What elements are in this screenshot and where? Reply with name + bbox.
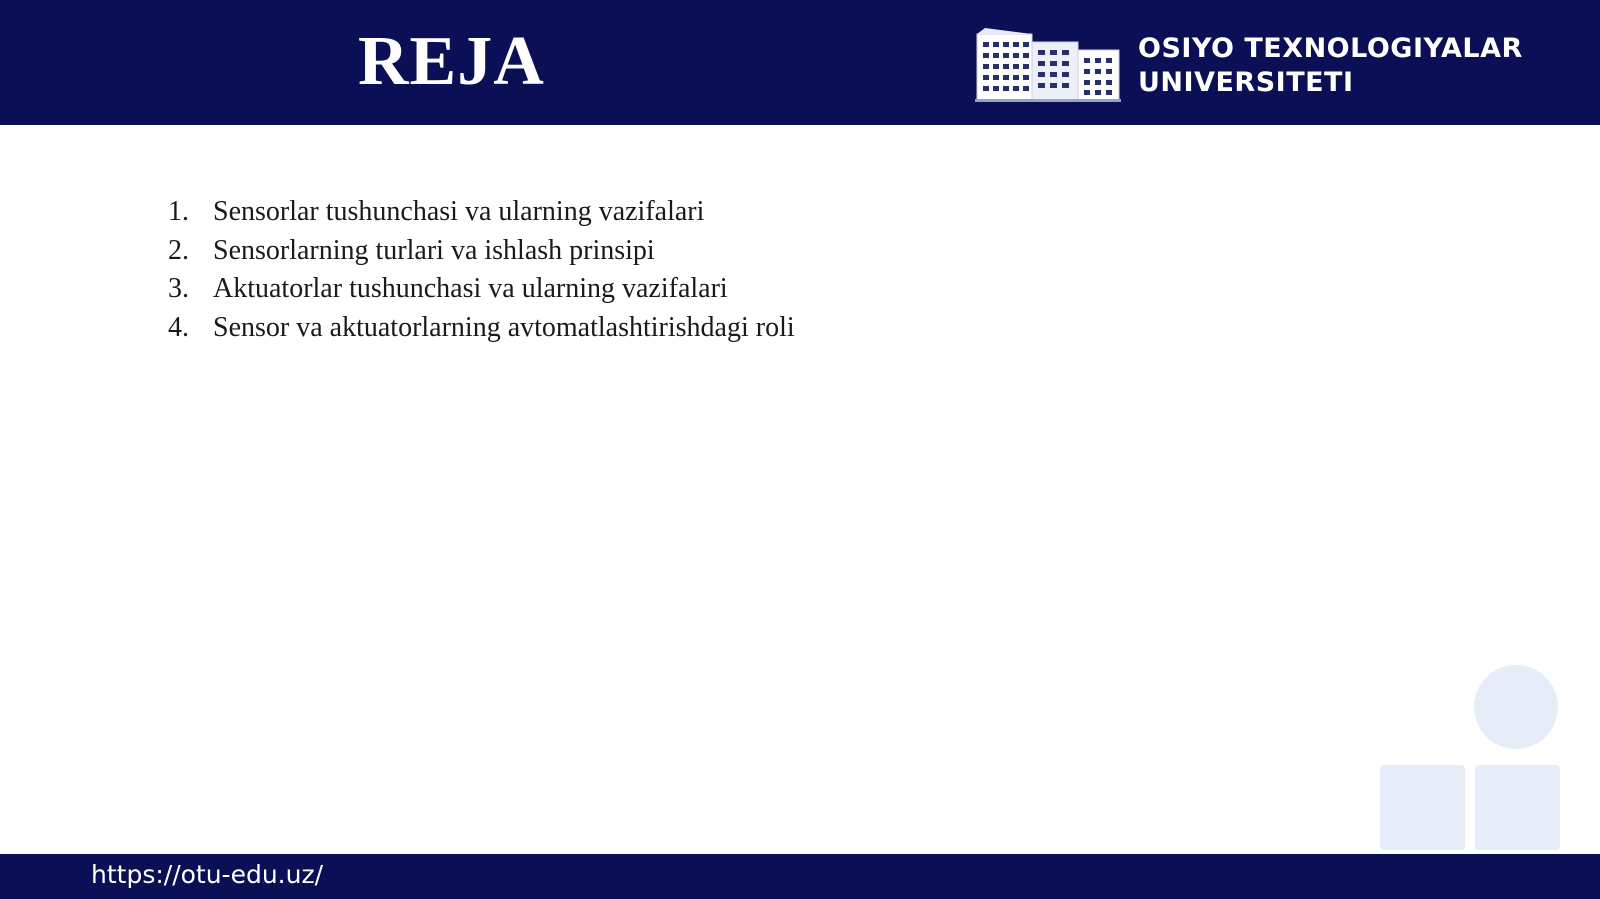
list-item-text: Aktuatorlar tushunchasi va ularning vazifalari (213, 273, 728, 304)
list-item-number: 4. (168, 311, 189, 343)
list-item-text: Sensor va aktuatorlarning avtomatlashtirishdagi roli (213, 311, 795, 343)
university-name-line2: UNIVERSITETI (1138, 67, 1354, 98)
list-item-text: Sensorlar tushunchasi va ularning vazifalari (213, 196, 705, 227)
list-item (168, 193, 795, 232)
plan-list (168, 193, 795, 347)
slide-footer (0, 854, 1600, 899)
list-item-text: Sensorlarning turlari va ishlash prinsipi (213, 234, 655, 266)
list-item-number: 3. (168, 273, 189, 304)
university-name-line1: OSIYO TEXNOLOGIYALAR (1138, 33, 1523, 64)
list-item (168, 232, 795, 271)
slide-title: REJA (358, 23, 545, 100)
list-item-number: 2. (168, 234, 189, 266)
list-item-number: 1. (168, 196, 189, 227)
footer-url-link[interactable]: https://otu-edu.uz/ (91, 860, 324, 889)
university-building-icon (975, 28, 1121, 102)
slide-header (0, 0, 1600, 125)
university-name (1138, 32, 1523, 100)
slide-content (0, 125, 1600, 854)
list-item (168, 270, 795, 309)
list-item (168, 309, 795, 348)
